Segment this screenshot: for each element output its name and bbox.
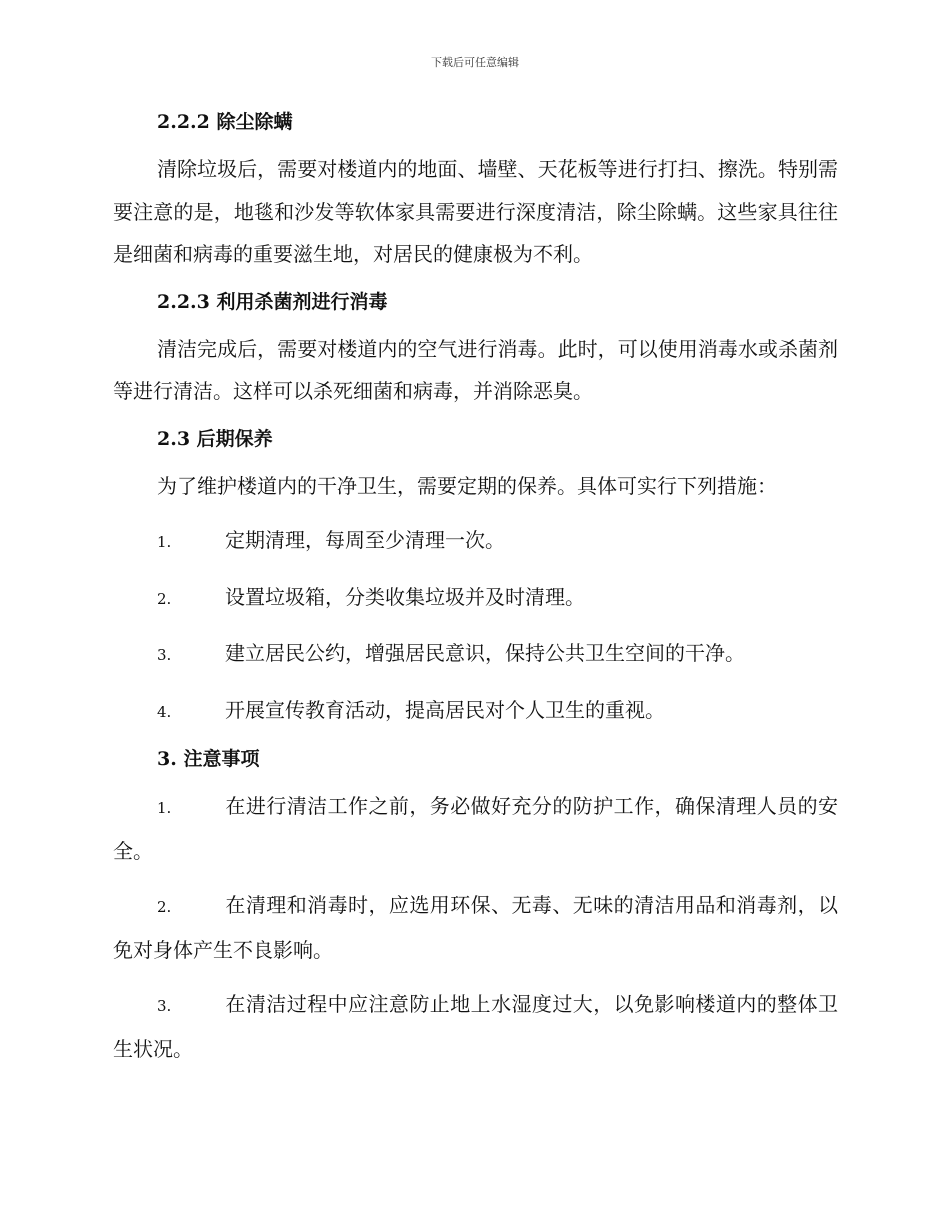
list-text: 在清理和消毒时，应选用环保、无毒、无味的清洁用品和消毒剂，以免对身体产生不良影响。 [113,893,838,962]
list-number: 1. [157,799,172,817]
section-heading-2-2-2: 2.2.2 除尘除螨 [157,111,293,133]
page-header: 下载后可任意编辑 [431,56,519,69]
list-item [113,519,838,564]
section-heading-2-3: 2.3 后期保养 [157,427,273,450]
paragraph-dust-removal: 清除垃圾后，需要对楼道内的地面、墙壁、天花板等进行打扫、擦洗。特别需要注意的是，地毯和沙发等软体家具需要进行深度清洁，除尘除螨。这些家具往往是细菌和病毒的重要滋生地，对居民的健康极为不利。 [113,157,838,266]
list-text: 在进行清洁工作之前，务必做好充分的防护工作，确保清理人员的安全。 [113,794,838,863]
list-item [113,632,838,677]
list-item [113,576,838,621]
list-number: 2. [157,898,172,916]
list-text: 定期清理，每周至少清理一次。 [225,528,505,552]
list-number: 3. [157,997,172,1015]
list-item [113,689,838,734]
document-body [113,108,838,1070]
section-heading-2-2-3: 2.2.3 利用杀菌剂进行消毒 [157,290,388,313]
paragraph-maintenance-intro: 为了维护楼道内的干净卫生，需要定期的保养。具体可实行下列措施： [157,473,777,498]
list-text: 建立居民公约，增强居民意识，保持公共卫生空间的干净。 [225,641,745,665]
paragraph-disinfection: 清洁完成后，需要对楼道内的空气进行消毒。此时，可以使用消毒水或杀菌剂等进行清洁。这样可以杀死细菌和病毒，并消除恶臭。 [113,336,838,403]
list-text: 设置垃圾箱，分类收集垃圾并及时清理。 [225,584,585,609]
list-text: 开展宣传教育活动，提高居民对个人卫生的重视。 [225,697,665,722]
list-number: 2. [157,589,172,608]
section-heading-3: 3. 注意事项 [157,748,260,770]
list-item [113,884,838,971]
list-number: 3. [157,646,172,664]
list-item [113,785,838,872]
list-number: 1. [157,533,172,551]
list-number: 4. [157,702,172,721]
list-item [113,983,838,1070]
list-text: 在清洁过程中应注意防止地上水湿度过大，以免影响楼道内的整体卫生状况。 [113,992,838,1061]
